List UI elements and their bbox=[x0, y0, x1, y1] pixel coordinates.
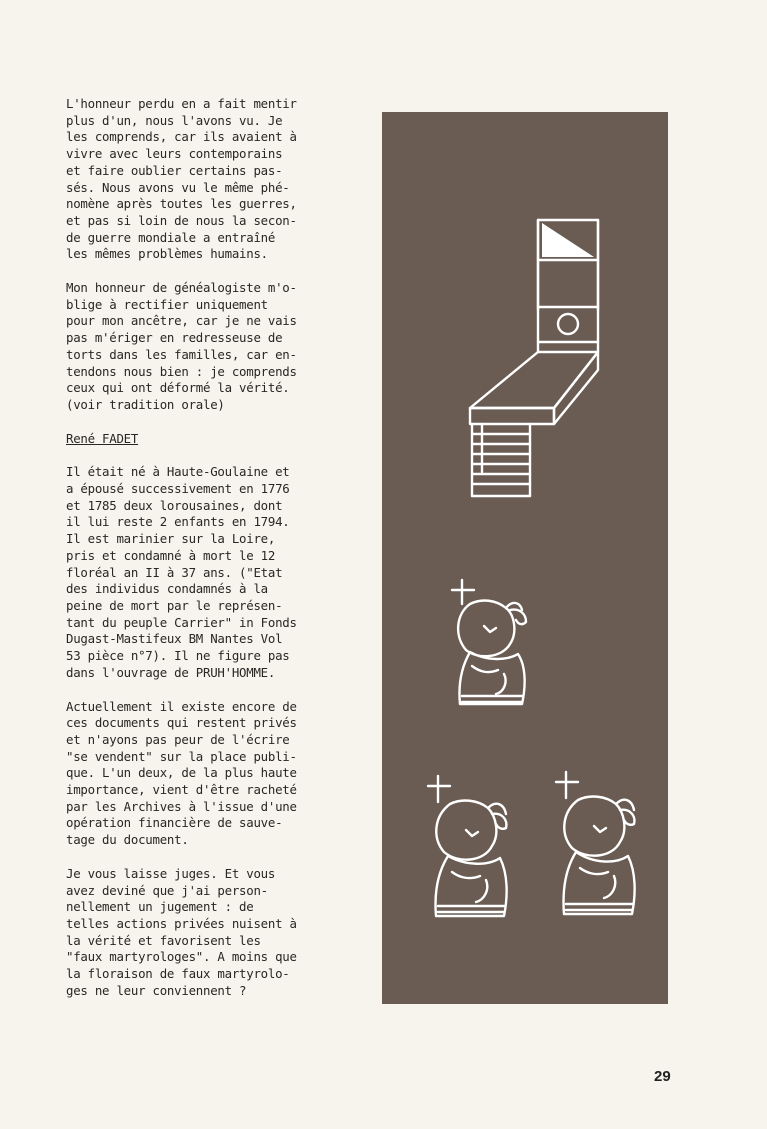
page-number: 29 bbox=[654, 1068, 671, 1085]
guillotine-icon bbox=[470, 220, 598, 496]
paragraph-honneur-genealogiste: Mon honneur de généalogiste m'o- blige à rectifier uniquement pour mon ancêtre, car je ne vais pas m'ériger en redresseuse de torts dans les familles, car en- tendons nous bien : je comprends ceux qui ont déformé la vérité. (voir tradition orale) bbox=[66, 280, 297, 412]
paragraph-honneur-perdu: L'honneur perdu en a fait mentir plus d'un, nous l'avons vu. Je les comprends, car ils avaient à vivre avec leurs contemporains et faire oublier certains pas- sés. Nous avons vu le même phé- nomène après toutes les guerres, et pas si loin de nous la secon- de guerre mondiale a entraîné les mêmes problèmes humains. bbox=[66, 96, 297, 262]
paragraph-biographie: Il était né à Haute-Goulaine et a épousé successivement en 1776 et 1785 deux lorousaines, dont il lui reste 2 enfants en 1794. Il est marinier sur la Loire, pris et condamné à mort le 12 floréal an II à 37 ans. ("Etat des individus condamnés à la peine de mort par le représen- tant du peuple Carrier" in Fonds Dugast-Mastifeux BM Nantes Vol 53 pièce n°7). Il ne figure pas dans l'ouvrage de PRUH'HOMME. bbox=[66, 464, 297, 680]
paragraph-documents-prives: Actuellement il existe encore de ces documents qui restent privés et n'ayons pas peur de l'écrire "se vendent" sur la place publi- que. L'un deux, de la plus haute importance, vient d'être racheté par les Archives à l'issue d'une opération financière de sauve- tage du document. bbox=[66, 698, 297, 848]
article-text-column bbox=[66, 96, 340, 1016]
priest-figure-icon bbox=[428, 776, 507, 916]
priest-figure-icon bbox=[452, 580, 526, 704]
section-heading-rene-fadet: René FADET bbox=[66, 430, 139, 446]
priest-figure-icon bbox=[556, 772, 635, 914]
illustration-panel bbox=[382, 112, 668, 1004]
paragraph-conclusion: Je vous laisse juges. Et vous avez deviné que j'ai person- nellement un jugement : de telles actions privées nuisent à la vérité et favorisent les "faux martyrologes". A moins que la floraison de faux martyrolo- ges ne leur conviennent ? bbox=[66, 865, 297, 998]
